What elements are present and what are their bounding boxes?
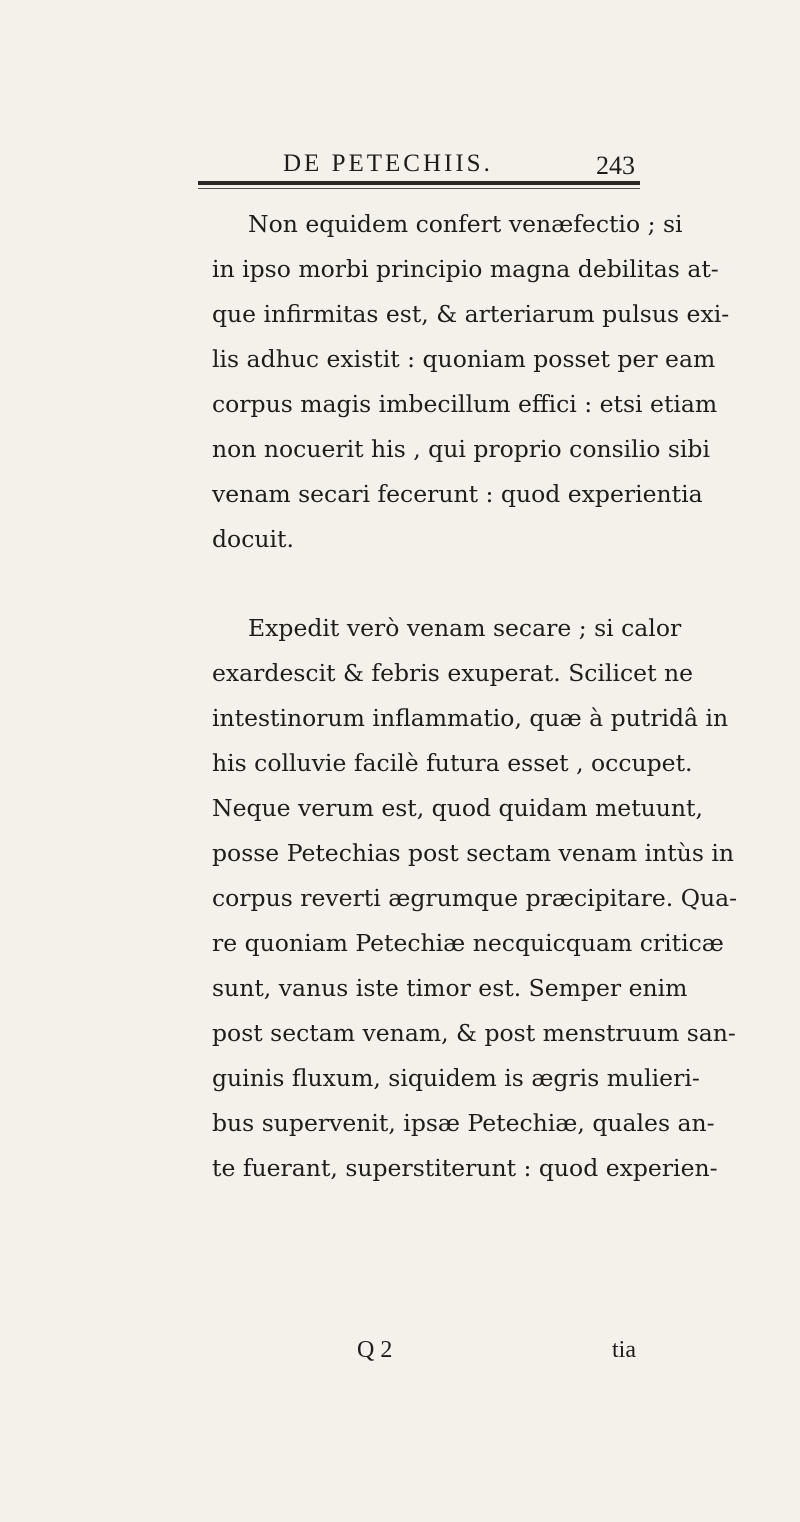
text-line: docuit. bbox=[212, 525, 294, 553]
body-text bbox=[212, 202, 738, 1191]
text-line: te fuerant, superstiterunt : quod experien- bbox=[212, 1154, 718, 1182]
text-line: que infirmitas est, & arteriarum pulsus exi- bbox=[212, 300, 730, 328]
page-footer bbox=[0, 1337, 800, 1373]
signature-mark: Q 2 bbox=[357, 1337, 393, 1363]
text-line: exardescit & febris exuperat. Scilicet ne bbox=[212, 659, 694, 687]
text-line: Expedit verò venam secare ; si calor bbox=[248, 614, 682, 642]
text-line: bus supervenit, ipsæ Petechiæ, quales an- bbox=[212, 1109, 715, 1137]
paragraph-gap bbox=[212, 562, 648, 606]
running-head: DE PETECHIIS. bbox=[283, 150, 493, 177]
text-line: in ipso morbi principio magna debilitas at- bbox=[212, 255, 719, 283]
text-line: posse Petechias post sectam venam intùs in bbox=[212, 839, 735, 867]
text-line: his colluvie facilè futura esset , occupet. bbox=[212, 749, 693, 777]
text-line: sunt, vanus iste timor est. Semper enim bbox=[212, 974, 688, 1002]
text-line: corpus magis imbecillum effici : etsi etiam bbox=[212, 390, 718, 418]
header-rule bbox=[198, 181, 640, 185]
text-line: venam secari fecerunt : quod experientia bbox=[212, 480, 703, 508]
page-number: 243 bbox=[596, 151, 635, 180]
header-rule-thin bbox=[198, 188, 640, 189]
page-header bbox=[0, 150, 800, 184]
text-line: Neque verum est, quod quidam metuunt, bbox=[212, 794, 703, 822]
catchword: tia bbox=[612, 1337, 636, 1363]
text-line: re quoniam Petechiæ necquicquam criticæ bbox=[212, 929, 724, 957]
text-line: Non equidem confert venæfectio ; si bbox=[248, 210, 683, 238]
text-line: intestinorum inflammatio, quæ à putridâ in bbox=[212, 704, 729, 732]
text-line: guinis fluxum, siquidem is ægris mulieri- bbox=[212, 1064, 700, 1092]
text-line: corpus reverti ægrumque præcipitare. Qua- bbox=[212, 884, 738, 912]
text-line: lis adhuc existit : quoniam posset per eam bbox=[212, 345, 716, 373]
text-line: post sectam venam, & post menstruum san- bbox=[212, 1019, 736, 1047]
text-line: non nocuerit his , qui proprio consilio sibi bbox=[212, 435, 710, 463]
